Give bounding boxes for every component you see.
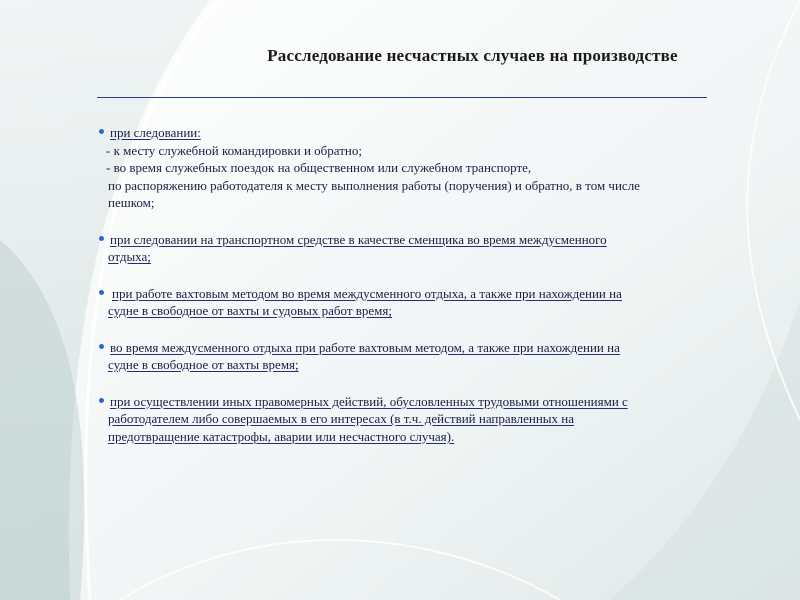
list-item — [99, 393, 739, 446]
list-item-line[interactable]: судне в свободное от вахты время; — [108, 357, 299, 372]
list-item-line: пешком; — [108, 195, 155, 210]
bullet-icon — [99, 344, 104, 349]
list-item — [99, 124, 739, 212]
list-item-line[interactable]: отдыха; — [108, 249, 151, 264]
list-item-line: по распоряжению работодателя к месту выполнения работы (поручения) и обратно, в том числе — [108, 177, 640, 193]
bullet-icon — [99, 129, 104, 134]
slide-title: Расследование несчастных случаев на производстве — [267, 46, 678, 65]
list-item-line[interactable]: судне в свободное от вахты и судовых работ время; — [108, 303, 393, 318]
list-item-line: - к месту служебной командировки и обратно; — [106, 142, 362, 158]
list-item-line[interactable]: при работе вахтовым методом во время междусменного отдыха, а также при нахождении на — [112, 285, 622, 301]
list-item-line[interactable]: предотвращение катастрофы, аварии или несчастного случая). — [108, 428, 455, 444]
list-item-line[interactable]: работодателем либо совершаемых в его интересах (в т.ч. действий направленных на — [108, 411, 575, 426]
list-item-line[interactable]: во время междусменного отдыха при работе вахтовым методом, а также при нахождении на — [110, 339, 620, 355]
slide-content — [99, 124, 739, 445]
list-item — [99, 339, 739, 374]
list-item — [99, 285, 739, 320]
bullet-icon — [99, 398, 104, 403]
list-item-heading[interactable]: при следовании: — [110, 125, 201, 140]
list-item-line[interactable]: при следовании на транспортном средстве в качестве сменщика во время междусменного — [110, 231, 607, 247]
list-item — [99, 231, 739, 266]
list-item-line[interactable]: при осуществлении иных правомерных действий, обусловленных трудовыми отношениями с — [110, 393, 628, 409]
bullet-icon — [99, 290, 104, 295]
bullet-icon — [99, 236, 104, 241]
list-item-line: - во время служебных поездок на общественном или служебном транспорте, — [106, 160, 532, 175]
title-divider — [97, 97, 707, 98]
